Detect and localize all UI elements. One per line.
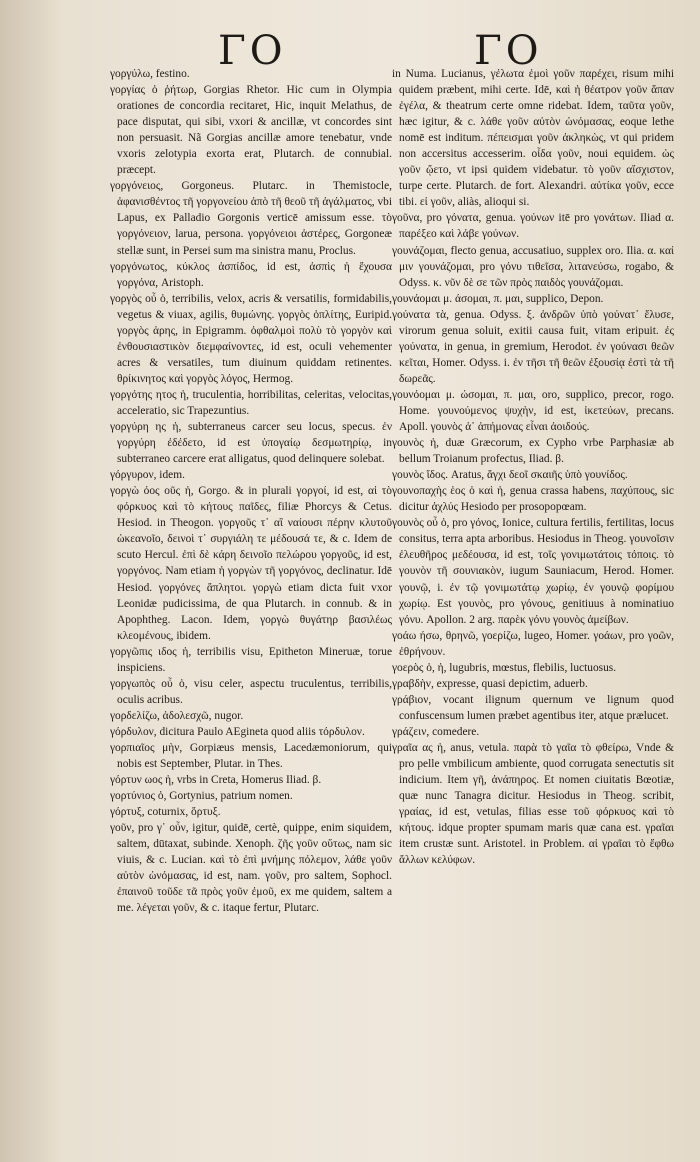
dictionary-entry: γράβιον, vocant ilignum quernum ve lignum quod confuscensum lumen præbet agentibus iter, atque prælucet. [392,693,674,722]
running-head-left: ΓΟ [218,28,287,74]
dictionary-entry: γοργωπὸς οὖ ὁ, visu celer, aspectu truculentus, terribilis, oculis acribus. [110,677,392,706]
dictionary-entry: γορπιαῖος μὴν, Gorpiæus mensis, Lacedæmoniorum, qui nobis est September, Plutar. in Thes. [110,741,392,771]
dictionary-entry: γοργύρη ης ἡ, subterraneus carcer seu locus, specus. ἐν γοργύρη ἐδέδετο, id est ὑπογαίῳ δεσμωτηρίῳ, in subterraneo carcere erat alligatus, quod delinquere solebat. [110,421,392,466]
dictionary-entry: γοάω ήσω, θρηνῶ, γοερίζω, lugeo, Homer. γοάων, pro γοῶν, ἐθρήνουν. [392,629,674,658]
dictionary-entry: γοῦν, pro γ᾽ οὖν, igitur, quidē, certè, quippe, enim siquidem, saltem, dūtaxat, subinde. Xenoph. ζῆς γοῦν οὕτως, nam sic viuis, & c. Lucian. καὶ τὸ ἐπὶ μνήμης πόλεμον, λάθε γοῦν αὐτὸν ὠνόμασας, id est, nam. γοῦν, pro saltem, Sophocl. ἐπαινοῦ τοῦδε τᾶ πρὸς γοῦν ἐμοῦ, ex me quidem, saltem a me. λέγεται γοῦν, & c. itaque fertur, Plutarc. [110,822,392,915]
dictionary-entry: γούνατα τὰ, genua. Odyss. ξ. ἀνδρῶν ὑπὸ γούνατ᾽ ἔλυσε, virorum genua soluit, exitii causa fuit, vitam eripuit. ἐς γούνατα, in genua, in gremium, Herodot. ἐν γούνασι θεῶν κεῖται, Homer. Odyss. i. ἐν τῆσι τῆ θεῶν ἐξουσίᾳ ἐστὶ τὰ τῆ δωρεᾶς. [392,308,674,385]
dictionary-entry: γοργόνειος, Gorgoneus. Plutarc. in Themistocle, ἀφανισθέντος τῆ γοργονείου ἀπὸ τῆ θεοῦ τῆ ἀγάλματος, vbi Lapus, ex Palladio Gorgonis verticē amissum esse. τὸ γοργόνειον, larua, persona. γοργόνειοι ἀστέρες, Gorgoneæ stellæ sunt, in Persei sum ma sinistra manu, Proclus. [110,180,392,257]
dictionary-entry: γοῦνα, pro γόνατα, genua. γούνων itē pro γονάτων. Iliad α. παρέξεο καὶ λάβε γούνων. [392,212,674,241]
dictionary-entry: γραῖα ας ἡ, anus, vetula. παρὰ τὸ γαῖα τὸ φθείρω, Vnde & pro pelle vmbilicum ambiente, quod corrugata senectutis sit indicium. Item γῆ, ἀνάπηρος. Et nomen ciuitatis Bœotiæ, quæ nunc Tanagra dicitur. Hesiodus in Theog. scribit, γραίας, id est, vetulas, filias esse τοῦ φόρκυος καὶ τὸ κήτους. idque propter spumam maris quæ cana est. γραῖαι item crustæ sunt. Aristotel. in Problem. αἱ γραῖαι τὸ ἔφθω ἄλλων κελύφων. [392,741,674,867]
dictionary-entry: γορτύνιος ὁ, Gortynius, patrium nomen. [110,790,293,803]
dictionary-entry: γουνάομαι μ. άσομαι, π. μαι, supplico, Depon. [392,292,604,305]
dictionary-entry: γοργόνωτος, κύκλος ἀσπίδος, id est, ἀσπὶς ἡ ἔχουσα γοργόνα, Aristoph. [110,260,392,289]
dictionary-entry: γουνὸς ἴδος. Aratus, ἄγχι δεοῖ σκαιῆς ὑπὸ γουνίδος. [392,469,628,482]
dictionary-entry: γουνὸς ἡ, duæ Græcorum, ex Cypho vrbe Parphasiæ ab bellum Troianum profectus, Iliad. β. [392,437,674,466]
dictionary-entry: γόρτυξ, coturnix, ὄρτυξ. [110,806,221,819]
running-head-right: ΓΟ [474,28,543,74]
right-column [392,66,674,868]
page-gutter-shadow [0,0,60,1162]
dictionary-entry: γοργὸς οὖ ὁ, terribilis, velox, acris & versatilis, formidabilis, vegetus & viuax, agilis, θυμώνης. γοργὸς ὁπλίτης, Euripid. γοργὸς ἀρης, in Epigramm. ὀφθαλμοὶ πολὺ τὸ γοργὸν καὶ ἐνθουσιαστικὸν διεμφαίνοντες, id est, oculi vehementer acres & versatiles, tum diuinum quiddam retinentes. θρίκινητος καὶ γοργὸς λόγος, Hermog. [110,292,392,385]
dictionary-entry: γράζειν, comedere. [392,725,480,738]
dictionary-entry: γοργίας ὁ ῥήτωρ, Gorgias Rhetor. Hic cum in Olympia orationes de concordia recitaret, Hic, inquit Melathus, de pace disputat, qui sibi, vxori & ancillæ, vt concordes sint non persuasit. Nã Gorgias ancillæ amore tenebatur, vnde vxoris zelotypia exorta erat, Plutarch. de connubial. præcept. [110,84,392,177]
left-column [110,66,392,916]
dictionary-entry: γόρδυλον, dicitura Paulo AEgineta quod aliis τόρδυλον. [110,725,365,738]
dictionary-entry: γουνοπαχὴς ἑος ὁ καὶ ἡ, genua crassa habens, παχύπους, sic dicitur ἀχλύς Hesiodo per prosopopœam. [392,485,674,514]
dictionary-entry: γραβδὴν, expresse, quasi depictim, aduerb. [392,677,588,690]
dictionary-entry: γουνάζομαι, flecto genua, accusatiuo, supplex oro. Ilia. α. καί μιν γουνάζομαι, pro γόνυ τιθεῖσα, λιτανεύσω, rogabo, & Odyss. κ. νῦν δὲ σε τῶν πρὸς παιδὸς γουνάζομαι. [392,244,674,289]
dictionary-entry: in Numa. Lucianus, γέλωτα ἐμοὶ γοῦν παρέχει, risum mihi quidem præbent, mihi certe. Idē, καὶ ἡ θέατρον γοῦν ἅπαν ἐγέλα, & theatrum certe omne ridebat. Idem, ταῦτα γοῦν, hæc igitur, & c. λάθε γοῦν αὐτὸν ὠνόμασας, eoque lethe nomē est inditum. πέπεισμαι γοῦν ἀκληκὼς, vt qui pridem non accersitus accesserim. οἶδα γοῦν, noui equidem. ὡς γοῦν ᾤετο, vt ipsi quidem videbatur. τὸ γοῦν αἴσχιστον, turpe certe. Plutarch. de fort. Alexandri. αὐτίκα γοῦν, ecce tibi. εἰ γοῦν, aliàs, alioqui si. [392,68,674,209]
dictionary-entry: γόρτυν ωος ἡ, vrbs in Creta, Homerus Iliad. β. [110,774,322,787]
dictionary-entry: γορδελίζω, ἀδολεσχῶ, nugor. [110,709,244,722]
dictionary-entry: γουνόομαι μ. ώσομαι, π. μαι, oro, supplico, precor, rogo. Home. γουνούμενος ψυχὴν, id est, ἱκετεύων, precans. Apoll. γουνὸς ἀ᾽ ἀπήμονας εἶναι ἀοιδούς. [392,388,674,434]
dictionary-entry: γοργότης ητος ἡ, truculentia, horribilitas, celeritas, velocitas, acceleratio, sic Trapezuntius. [110,388,392,417]
dictionary-entry: γόργυρον, idem. [110,469,185,482]
dictionary-entry: γοερὸς ὁ, ἡ, lugubris, mœstus, flebilis, luctuosus. [392,661,617,674]
dictionary-entry: γουνὸς οὖ ὁ, pro γόνος, Ionice, cultura fertilis, fertilitas, locus consitus, terra apta arboribus. Hesiodus in Theog. γουνοῖσιν ἐλευθῆρος μεδέουσα, id est, τοῖς γονιμωτάτοις τόποις. τὸ γουνὸν τῆ σουνιακὸν, iugum Sauniacum, Herod. Homer. γουνῷ, i. ἐν τῷ γονιμωτάτῳ χωρίῳ, ἐν γουνῷ φορίμου χωρίῳ. Est γουνὸς, pro γόνους, genitiuus à nominatiuo γόνυ. Apollon. 2 arg. παρὲκ γόνυ γουνὸς ἀμείβων. [392,517,674,626]
dictionary-entry: γοργύλω, festino. [110,68,190,80]
dictionary-entry: γοργὼ όος οῦς ἡ, Gorgo. & in plurali γοργοί, id est, αἱ τὸ φόρκυος καὶ τὸ κήτους παῖδες, filiæ Phorcys & Cetus. Hesiod. in Theogon. γοργοῦς τ᾽ αἳ ναίουσι πέρην κλυτοῦ ὠκεανοῖο, δεινοὶ τ᾽ συργιάλη τε μέδουσά τε, & c. Idem de scuto Hercul. ἐπὶ δὲ κάρη δεινοῖο πελώρου γοργοῦς, id est, γοργόνος. Nam etiam ἡ γοργὼν τῆ γοργόνος, declinatur. Idē Hesiod. γοργόνες ἄπλητοι. γοργὼ etiam dicta fuit vxor Leonidæ pudicissima, de qua Plutarch. in connub. & in Apophtheg. Lacon. Idem, γοργὼ θυγάτηρ βασιλέως κλεομένους, ibidem. [110,485,392,642]
dictionary-entry: γοργῶπις ιδος ἡ, terribilis visu, Epitheton Mineruæ, torue inspiciens. [110,645,392,674]
